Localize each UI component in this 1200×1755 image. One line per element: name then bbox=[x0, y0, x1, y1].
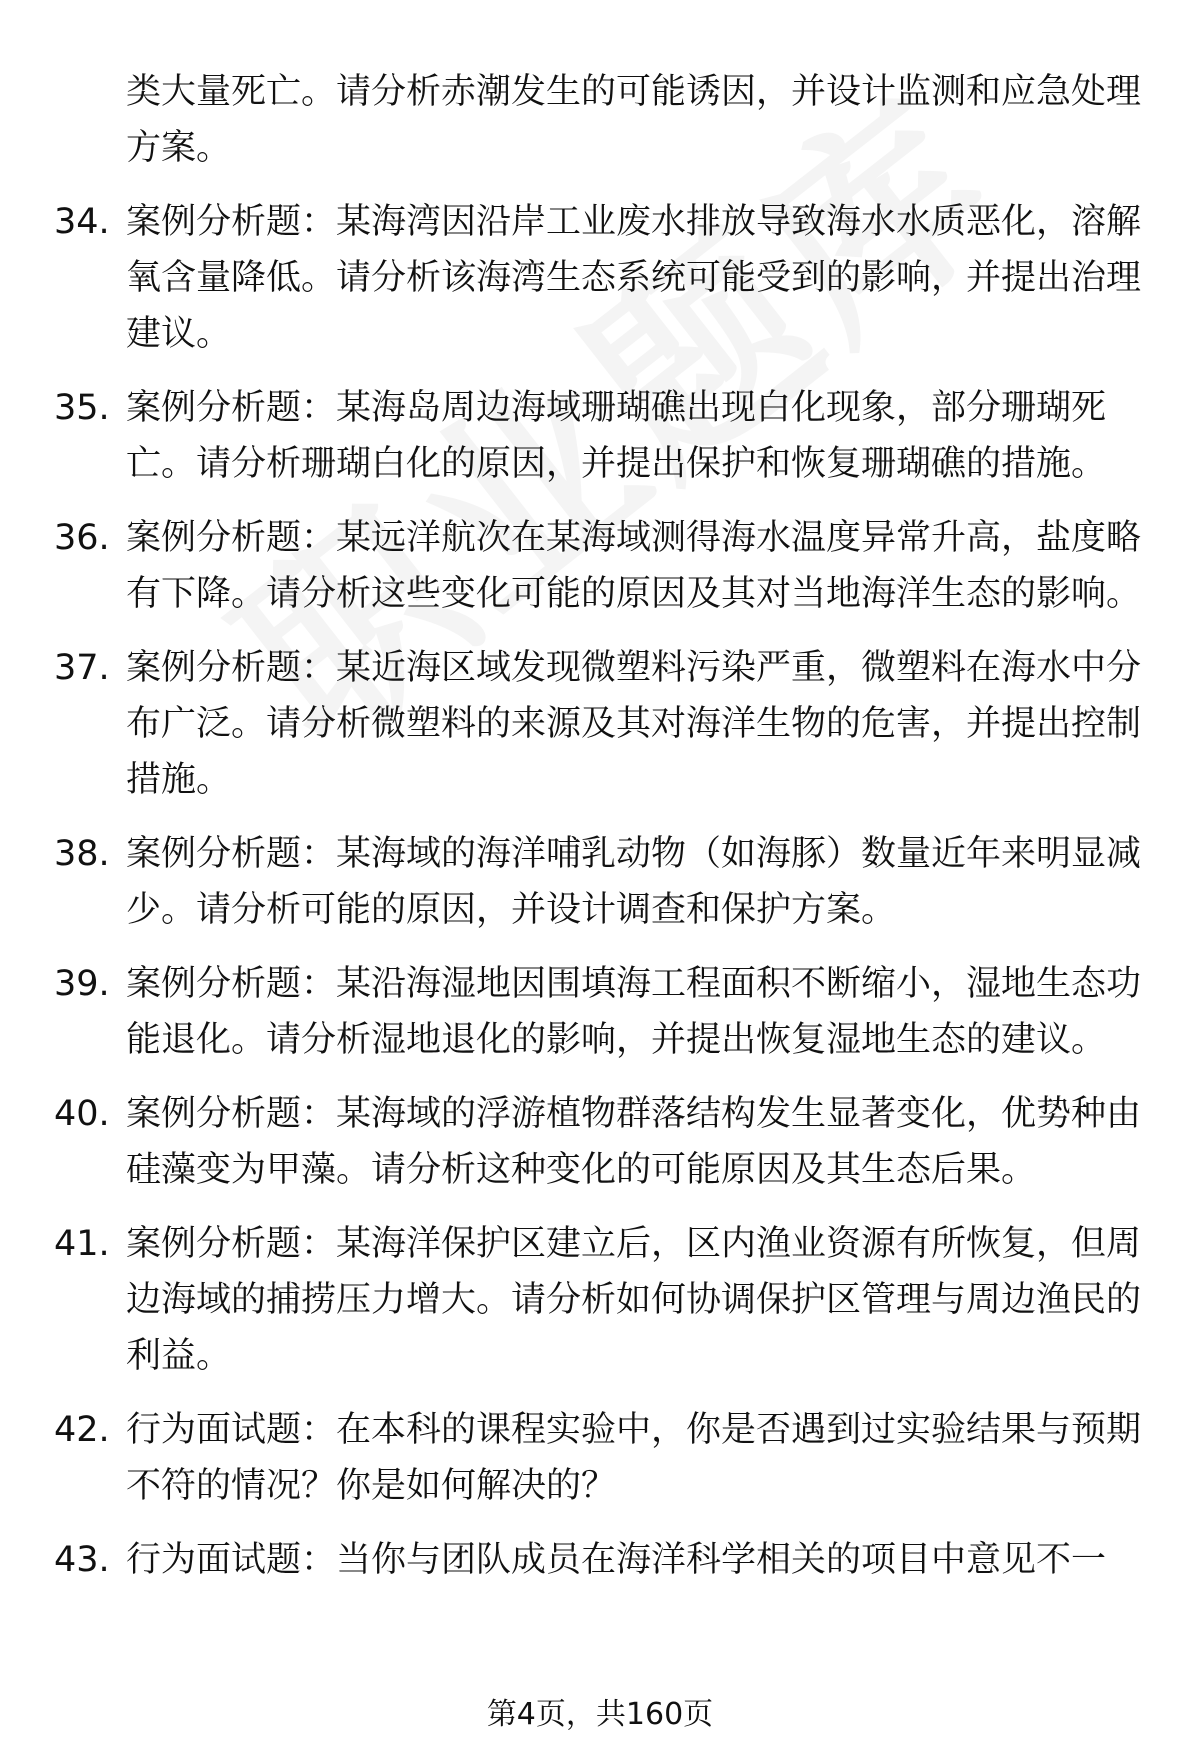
question-number: 35. bbox=[54, 388, 110, 428]
question-text: 案例分析题：某海岛周边海域珊瑚礁出现白化现象，部分珊瑚死亡。请分析珊瑚白化的原因，并提出保护和恢复珊瑚礁的措施。 bbox=[126, 388, 1107, 484]
question-number: 38. bbox=[54, 834, 110, 874]
question-text: 案例分析题：某远洋航次在某海域测得海水温度异常升高，盐度略有下降。请分析这些变化可能的原因及其对当地海洋生态的影响。 bbox=[126, 518, 1142, 614]
question-item bbox=[54, 1086, 1144, 1198]
question-item bbox=[54, 640, 1144, 808]
question-number: 34. bbox=[54, 202, 110, 242]
question-item bbox=[54, 1532, 1144, 1588]
question-number: 37. bbox=[54, 648, 110, 688]
question-number: 43. bbox=[54, 1540, 110, 1580]
question-list bbox=[54, 64, 1144, 1588]
question-item bbox=[54, 826, 1144, 938]
question-text: 行为面试题：在本科的课程实验中，你是否遇到过实验结果与预期不符的情况？你是如何解决的？ bbox=[126, 1410, 1142, 1506]
question-text: 案例分析题：某沿海湿地因围填海工程面积不断缩小，湿地生态功能退化。请分析湿地退化的影响，并提出恢复湿地生态的建议。 bbox=[126, 964, 1142, 1060]
question-text: 案例分析题：某海湾因沿岸工业废水排放导致海水水质恶化，溶解氧含量降低。请分析该海湾生态系统可能受到的影响，并提出治理建议。 bbox=[126, 202, 1142, 354]
question-number: 41. bbox=[54, 1224, 110, 1264]
question-item bbox=[54, 510, 1144, 622]
continued-question-text: 类大量死亡。请分析赤潮发生的可能诱因，并设计监测和应急处理方案。 bbox=[126, 72, 1142, 168]
question-number: 40. bbox=[54, 1094, 110, 1134]
page-number-footer: 第4页，共160页 bbox=[486, 1697, 714, 1732]
question-number: 39. bbox=[54, 964, 110, 1004]
question-text: 行为面试题：当你与团队成员在海洋科学相关的项目中意见不一 bbox=[126, 1540, 1107, 1580]
question-text: 案例分析题：某海域的浮游植物群落结构发生显著变化，优势种由硅藻变为甲藻。请分析这种变化的可能原因及其生态后果。 bbox=[126, 1094, 1142, 1190]
question-number: 42. bbox=[54, 1410, 110, 1450]
question-text: 案例分析题：某近海区域发现微塑料污染严重，微塑料在海水中分布广泛。请分析微塑料的来源及其对海洋生物的危害，并提出控制措施。 bbox=[126, 648, 1142, 800]
question-text: 案例分析题：某海洋保护区建立后，区内渔业资源有所恢复，但周边海域的捕捞压力增大。请分析如何协调保护区管理与周边渔民的利益。 bbox=[126, 1224, 1142, 1376]
question-item bbox=[54, 956, 1144, 1068]
question-item bbox=[54, 194, 1144, 362]
question-item bbox=[54, 1402, 1144, 1514]
question-item bbox=[54, 380, 1144, 492]
question-number: 36. bbox=[54, 518, 110, 558]
question-item bbox=[54, 1216, 1144, 1384]
question-text: 案例分析题：某海域的海洋哺乳动物（如海豚）数量近年来明显减少。请分析可能的原因，并设计调查和保护方案。 bbox=[126, 834, 1142, 930]
